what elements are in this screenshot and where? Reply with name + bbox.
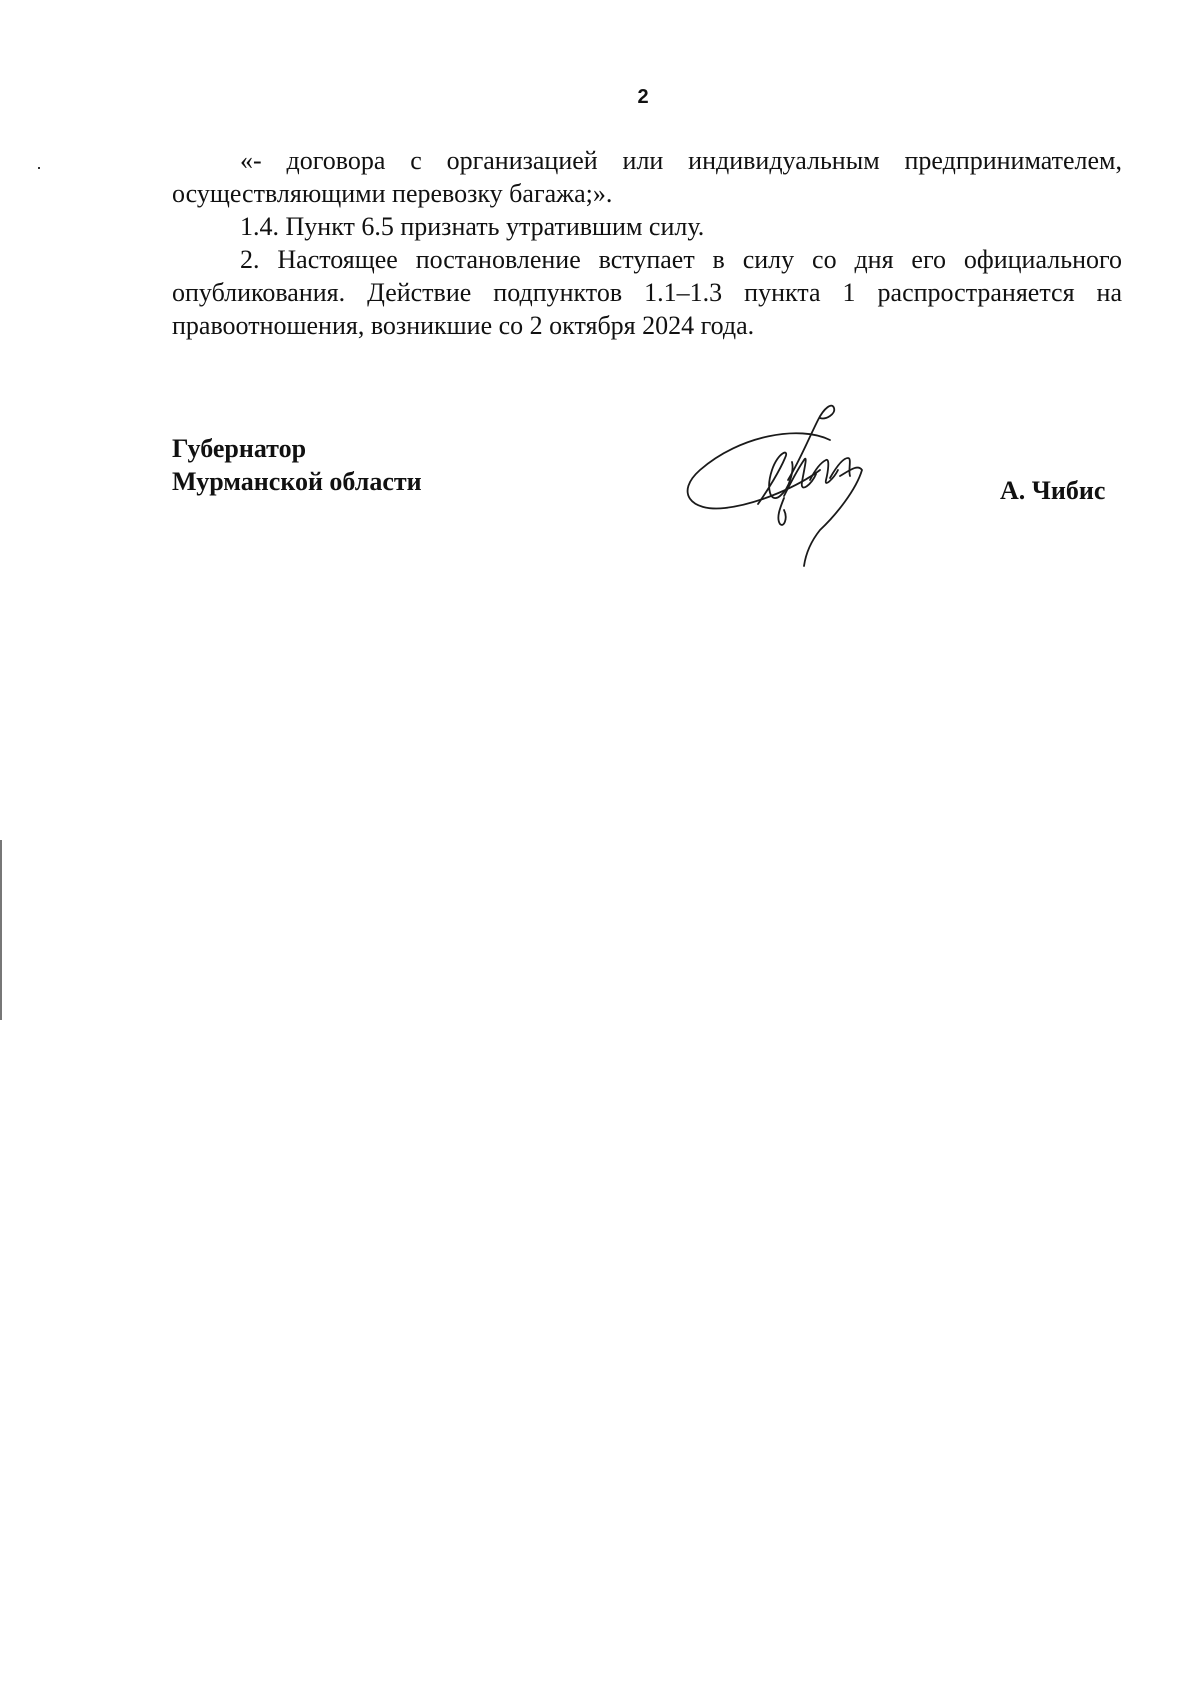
scan-artifact-edge bbox=[0, 840, 2, 1020]
page-number: 2 bbox=[637, 86, 649, 108]
paragraph-item-1-4: 1.4. Пункт 6.5 признать утратившим силу. bbox=[240, 212, 705, 241]
position-region: Мурманской области bbox=[172, 467, 422, 496]
paragraph-item-2: 2. Настоящее постановление вступает в силу со дня его официального опубликования. Действие подпунктов 1.1–1.3 пункта 1 распространяется на правоотношения, возникшие со 2 октября 2024 года. bbox=[172, 245, 1122, 340]
document-body bbox=[172, 144, 1122, 342]
signatory-position bbox=[172, 432, 422, 498]
scan-artifact-dot bbox=[38, 167, 40, 169]
position-title: Губернатор bbox=[172, 434, 307, 463]
handwritten-signature bbox=[680, 400, 910, 570]
signatory-name: А. Чибис bbox=[1000, 476, 1106, 505]
paragraph-contract-clause: «- договора с организацией или индивидуальным предпринимателем, осуществляющими перевозку багажа;». bbox=[172, 146, 1122, 208]
